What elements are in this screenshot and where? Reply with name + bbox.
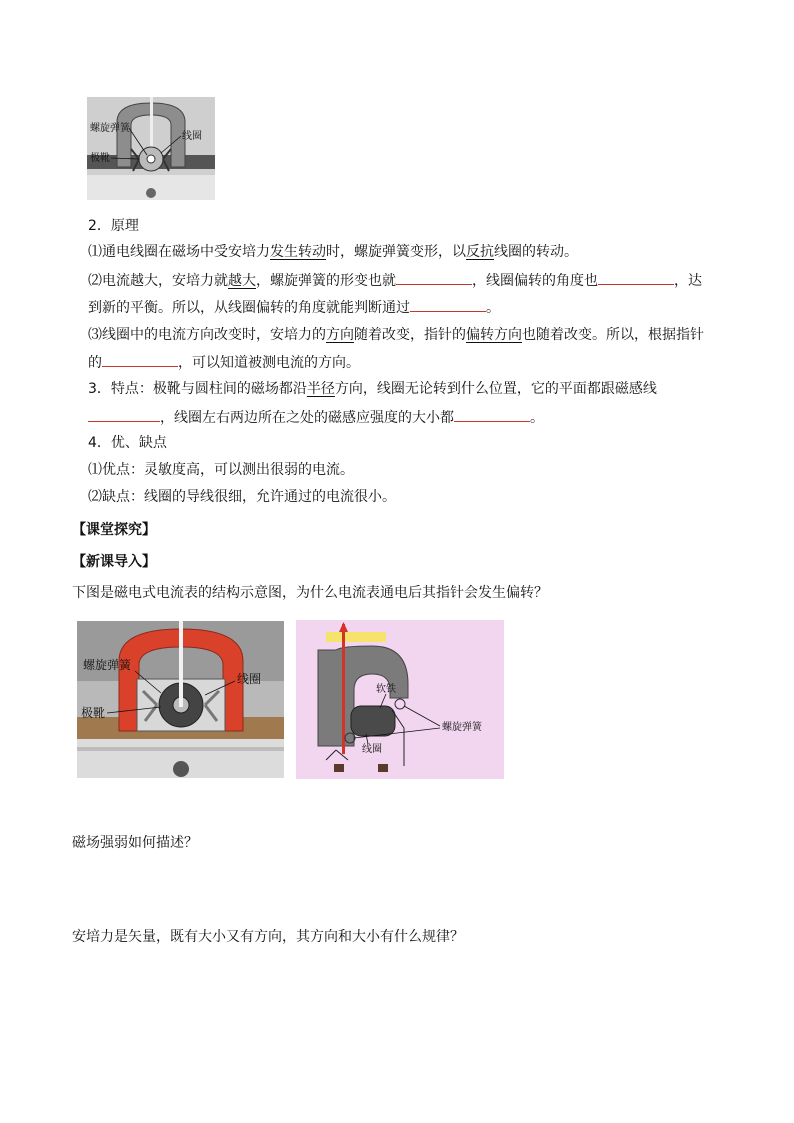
- text: 到新的平衡。所以，从线圈偏转的角度就能判断通过: [88, 300, 410, 316]
- section2-title: 2．原理: [88, 218, 139, 234]
- galvanometer-photo: [77, 621, 284, 778]
- underlined-answer: 越大: [228, 273, 256, 289]
- fig-left-pole-label: 极靴: [81, 706, 106, 720]
- section2-p3: [88, 325, 704, 345]
- text: 的: [88, 355, 102, 371]
- underlined-answer: 半径: [306, 381, 335, 397]
- underlined-answer: 反抗: [466, 244, 494, 260]
- heading-new-lesson: 【新课导入】: [72, 554, 156, 570]
- fill-blank[interactable]: [454, 407, 530, 422]
- section4-title: 4．优、缺点: [88, 435, 167, 451]
- text: ⑴通电线圈在磁场中受安培力: [88, 244, 270, 260]
- heading-classroom-inquiry: 【课堂探究】: [72, 522, 156, 538]
- question-field-strength: 磁场强弱如何描述？: [72, 835, 198, 851]
- text: 也随着改变。所以，根据指针: [522, 327, 704, 343]
- galvanometer-photo-small: [87, 97, 215, 200]
- fill-blank[interactable]: [88, 407, 160, 422]
- fill-blank[interactable]: [102, 352, 178, 367]
- text: ，螺旋弹簧的形变也就: [256, 273, 396, 289]
- text: ，达: [674, 273, 702, 289]
- section3-line1: [88, 379, 657, 399]
- text: 3．特点：极靴与圆柱间的磁场都沿: [88, 381, 307, 397]
- text: 线圈的转动。: [494, 244, 578, 260]
- text: 时，螺旋弹簧变形，以: [326, 244, 466, 260]
- galvanometer-photo-drawing: [77, 621, 284, 778]
- fig-small-spring-label: 螺旋弹簧: [90, 123, 130, 134]
- question-pointer-deflection: 下图是磁电式电流表的结构示意图，为什么电流表通电后其指针会发生偏转？: [72, 585, 548, 601]
- text: 。: [486, 300, 500, 316]
- section3-line2: [88, 407, 544, 428]
- text: 。: [530, 410, 544, 426]
- text: ，线圈偏转的角度也: [472, 273, 598, 289]
- fig-small-pole-label: 极靴: [90, 153, 110, 164]
- underlined-answer: 方向: [326, 327, 354, 343]
- text: ，可以知道被测电流的方向。: [178, 355, 360, 371]
- galvanometer-diagram: [296, 620, 504, 779]
- fig-right-iron-label: 软铁: [376, 684, 396, 695]
- text: ，线圈左右两边所在之处的磁感应强度的大小都: [160, 410, 454, 426]
- text: 随着改变，指针的: [354, 327, 466, 343]
- section2-p1: [88, 242, 578, 262]
- section4-p2: ⑵缺点：线圈的导线很细，允许通过的电流很小。: [88, 489, 396, 505]
- fill-blank[interactable]: [598, 270, 674, 285]
- section2-p2b: [88, 297, 500, 318]
- fill-blank[interactable]: [410, 297, 486, 312]
- galvanometer-diagram-drawing: [296, 620, 504, 779]
- fill-blank[interactable]: [396, 270, 472, 285]
- fig-right-coil-label: 线圈: [362, 744, 382, 755]
- text: ⑶线圈中的电流方向改变时，安培力的: [88, 327, 326, 343]
- text: 方向，线圈无论转到什么位置，它的平面都跟磁感线: [334, 381, 657, 397]
- question-ampere-force: 安培力是矢量，既有大小又有方向，其方向和大小有什么规律？: [72, 929, 464, 945]
- fig-small-coil-label: 线圈: [182, 131, 202, 142]
- fig-right-spring-label: 螺旋弹簧: [442, 722, 482, 733]
- fig-left-spring-label: 螺旋弹簧: [83, 658, 132, 672]
- galvanometer-small-drawing: [87, 97, 215, 200]
- text: ⑵电流越大，安培力就: [88, 273, 228, 289]
- fig-left-coil-label: 线圈: [237, 672, 262, 686]
- underlined-answer: 偏转方向: [466, 327, 522, 343]
- section2-p2: [88, 270, 702, 291]
- section4-p1: ⑴优点：灵敏度高，可以测出很弱的电流。: [88, 462, 354, 478]
- section2-p3b: [88, 352, 360, 373]
- underlined-answer: 发生转动: [270, 244, 326, 260]
